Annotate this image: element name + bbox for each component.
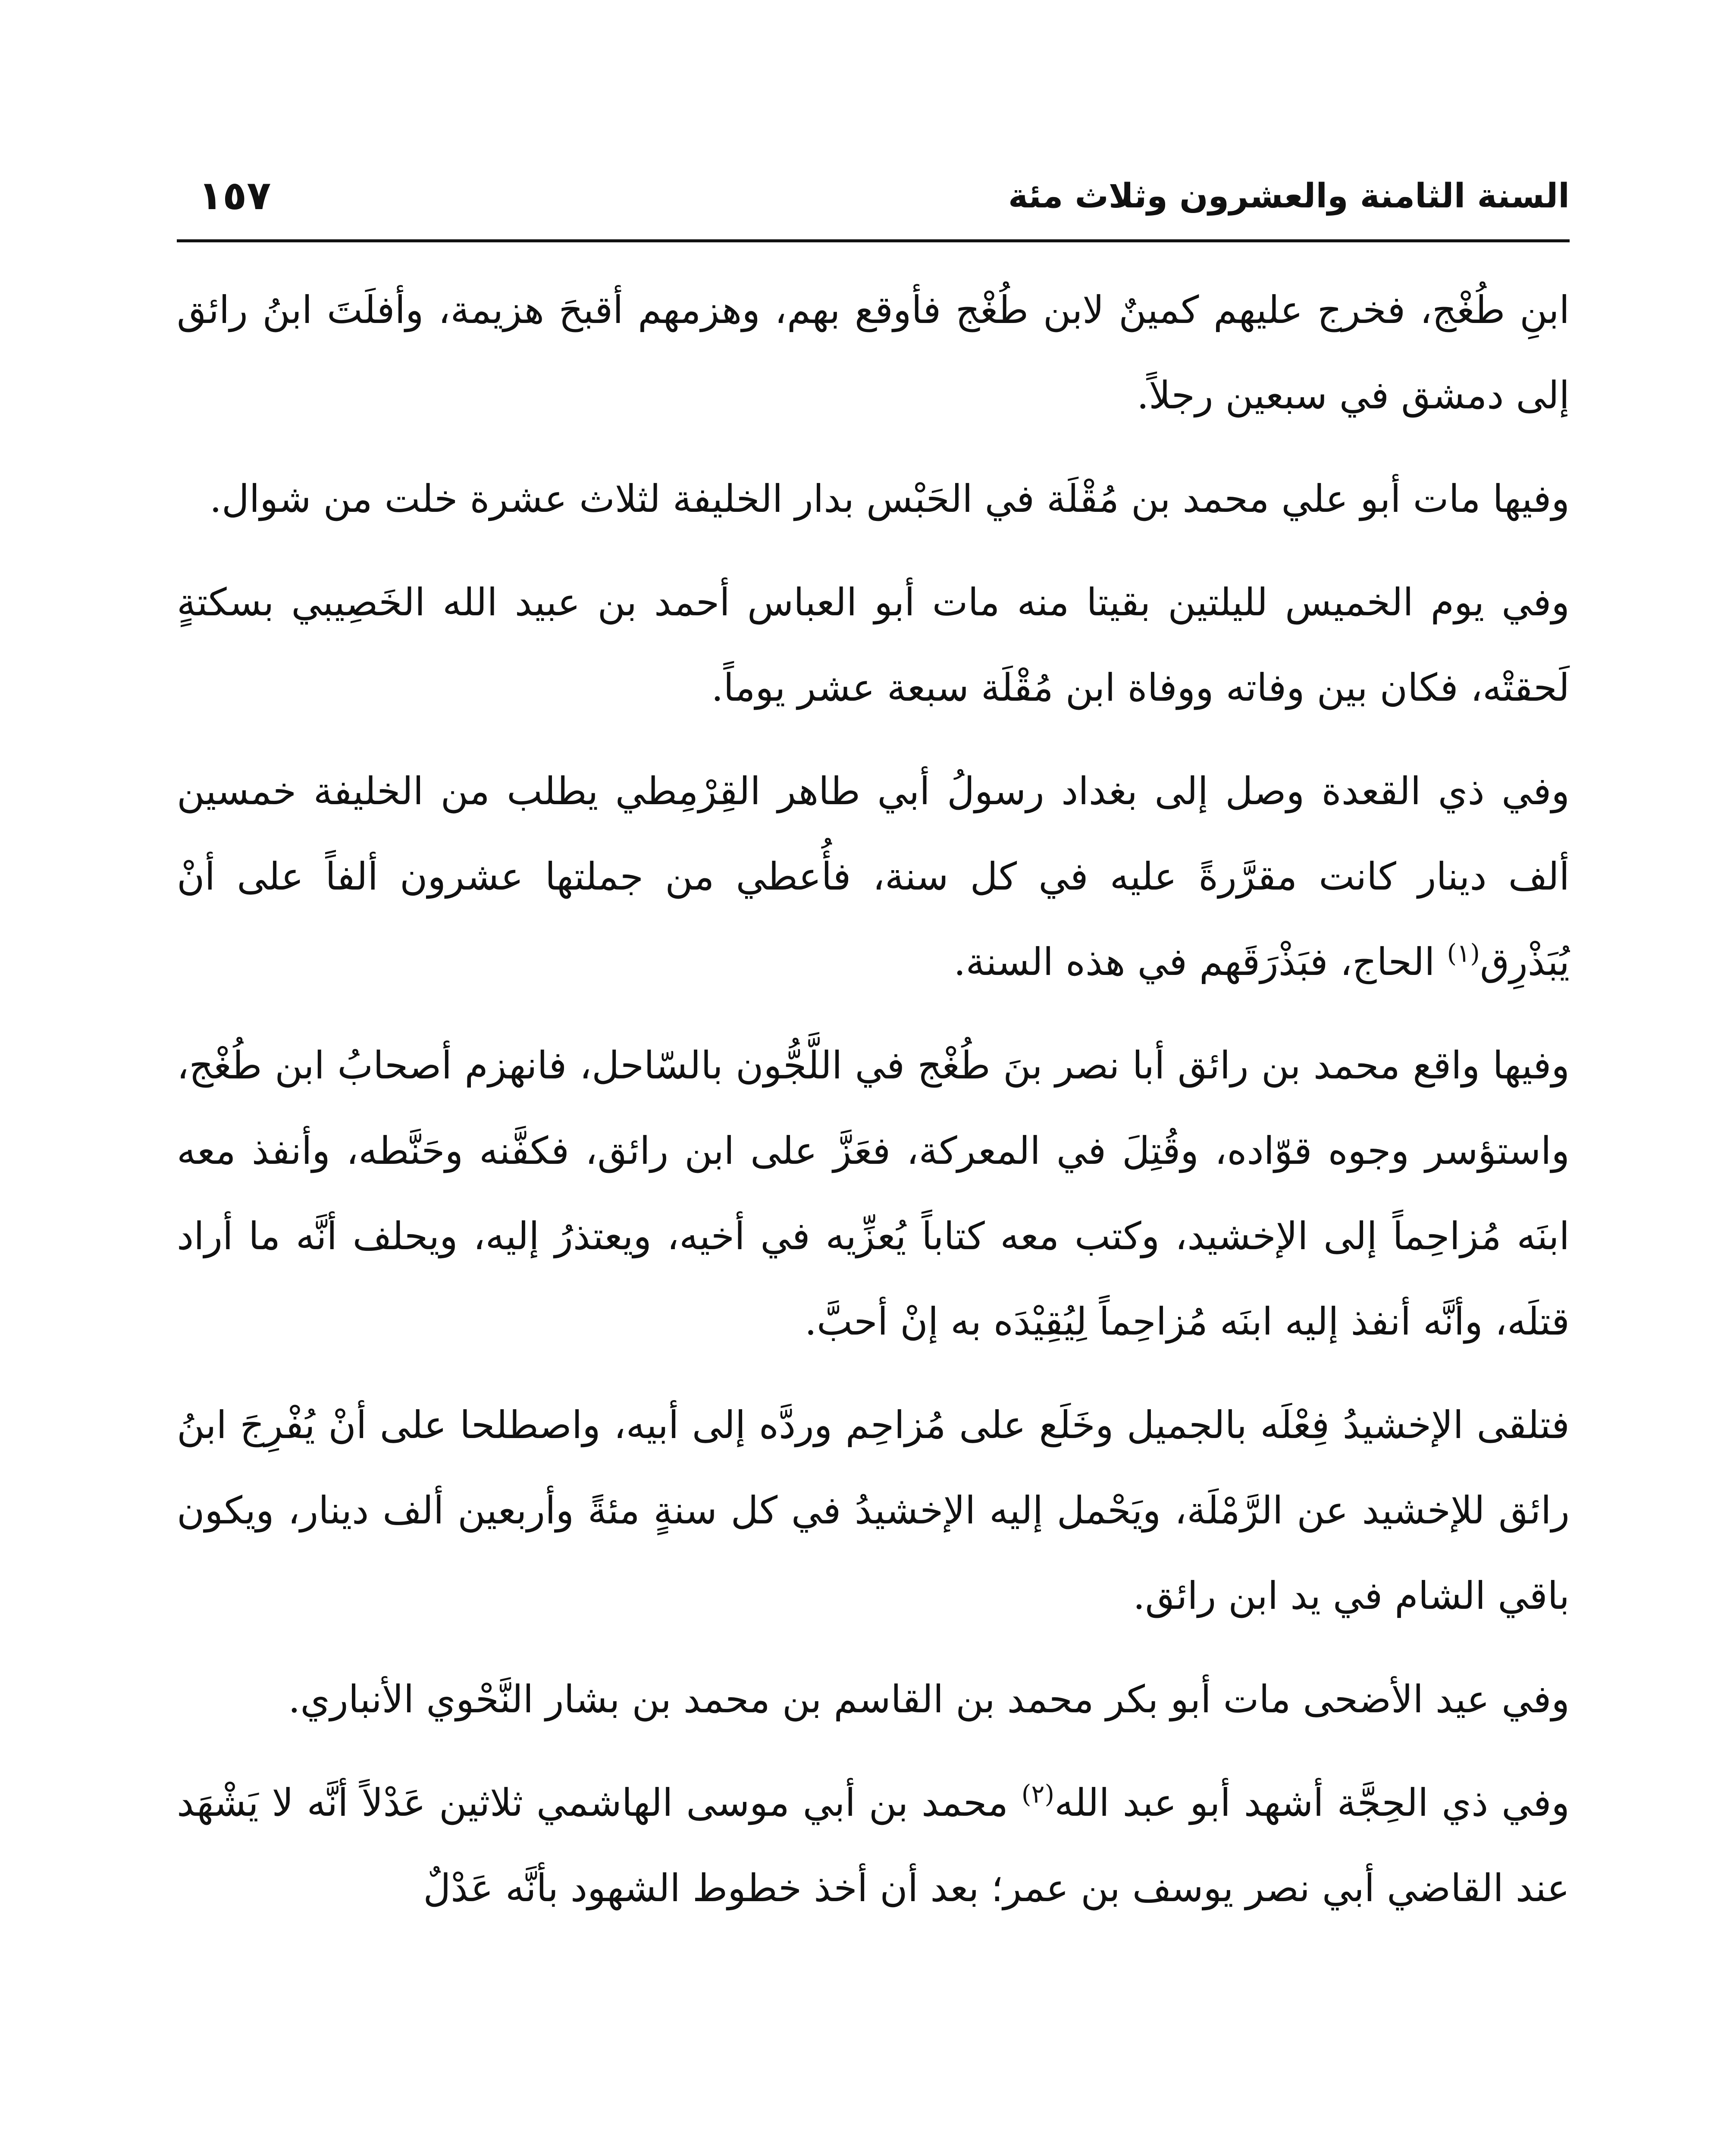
paragraph: وفي عيد الأضحى مات أبو بكر محمد بن القاسم بن محمد بن بشار النَّحْوي الأنباري.	[288, 1677, 1570, 1721]
footnote-reference[interactable]: (٢)	[1021, 1779, 1055, 1809]
paragraph-with-note	[177, 749, 1570, 1005]
paragraph-with-note	[177, 1760, 1570, 1931]
paragraph: وفي يوم الخميس لليلتين بقيتا منه مات أبو العباس أحمد بن عبيد الله الخَصِيبي بسكتةٍ لَحقتْه، فكان بين وفاته ووفاة ابن مُقْلَة سبعة عشر يوماً.	[177, 580, 1570, 710]
paragraph-text: وفي ذي الحِجَّة أشهد أبو عبد الله	[1054, 1780, 1570, 1825]
page-number: ١٥٧	[198, 172, 271, 219]
paragraph-text: محمد بن أبي موسى الهاشمي ثلاثين عَدْلاً أنَّه لا يَشْهَد عند القاضي أبي نصر يوسف بن عمر؛ بعد أن أخذ خطوط الشهود بأنَّه عَدْلٌ	[177, 1780, 1570, 1910]
paragraph: ابنِ طُغْج، فخرج عليهم كمينٌ لابن طُغْج فأوقع بهم، وهزمهم أقبحَ هزيمة، وأفلَتَ ابنُ رائق إلى دمشق في سبعين رجلاً.	[177, 288, 1570, 417]
paragraph: وفيها مات أبو علي محمد بن مُقْلَة في الحَبْس بدار الخليفة لثلاث عشرة خلت من شوال.	[209, 476, 1570, 521]
paragraph: وفيها واقع محمد بن رائق أبا نصر بنَ طُغْج في اللَّجُّون بالسّاحل، فانهزم أصحابُ ابن طُغْج، واستؤسر وجوه قوّاده، وقُتِلَ في المعركة، فعَزَّ على ابن رائق، فكفَّنه وحَنَّطه، وأنفذ معه ابنَه مُزاحِماً إلى الإخشيد، وكتب معه كتاباً يُعزِّيه في أخيه، ويعتذرُ إليه، ويحلف أنَّه ما أراد قتلَه، وأنَّه أنفذ إليه ابنَه مُزاحِماً لِيُقِيْدَه به إنْ أحبَّ.	[177, 1043, 1570, 1344]
running-title: السنة الثامنة والعشرون وثلاث مئة	[1008, 177, 1570, 216]
header-rule	[177, 239, 1570, 242]
paragraph-text: الحاج، فبَذْرَقَهم في هذه السنة.	[953, 940, 1447, 984]
footnote-reference[interactable]: (١)	[1447, 938, 1480, 968]
paragraph: فتلقى الإخشيدُ فِعْلَه بالجميل وخَلَع على مُزاحِم وردَّه إلى أبيه، واصطلحا على أنْ يُفْرِجَ ابنُ رائق للإخشيد عن الرَّمْلَة، ويَحْمل إليه الإخشيدُ في كل سنةٍ مئةً وأربعين ألف دينار، ويكون باقي الشام في يد ابن رائق.	[177, 1403, 1570, 1618]
page-header	[177, 168, 1570, 233]
paragraph-text: وفي ذي القعدة وصل إلى بغداد رسولُ أبي طاهر القِرْمِطي يطلب من الخليفة خمسين ألف دينار كانت مقرَّرةً عليه في كل سنة، فأُعطي من جملتها عشرون ألفاً على أنْ يُبَذْرِق	[177, 769, 1570, 984]
body-text	[177, 267, 1570, 1949]
